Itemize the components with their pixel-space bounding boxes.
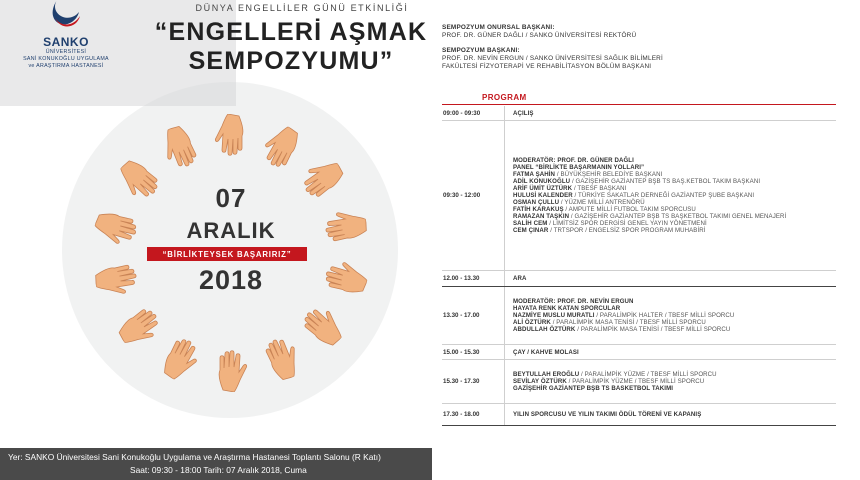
event-kicker: DÜNYA ENGELLİLER GÜNÜ ETKİNLİĞİ — [195, 3, 409, 13]
speaker-line — [513, 213, 836, 220]
program-content — [505, 121, 836, 270]
program-time: 12.00 - 13.30 — [443, 275, 480, 282]
honorary-chair-name: PROF. DR. GÜNER DAĞLI / SANKO ÜNİVERSİTESİ REKTÖRÜ — [442, 32, 637, 39]
speaker-name: BEYTULLAH EROĞLU — [513, 371, 580, 378]
event-title-line: SEMPOZYUMU” — [188, 47, 394, 75]
speaker-role: / GAZİŞEHİR GAZİANTEP BŞB TS BAŞ.KETBOL TAKIM BAŞKANI — [570, 178, 761, 185]
program-content — [505, 360, 836, 403]
speaker-line — [513, 171, 836, 178]
speaker-name: FATMA ŞAHİN — [513, 171, 556, 178]
speaker-line — [513, 178, 836, 185]
program-content — [505, 345, 836, 359]
speaker-role: / PARALİMPİK MASA TENİSİ / TBESF MİLLİ SPORCU — [575, 326, 731, 333]
speaker-role: / PARALİMPİK HALTER / TBESF MİLLİ SPORCU — [594, 312, 735, 319]
chair-name-line: FAKÜLTESİ FİZYOTERAPİ VE REHABİLİTASYON BÖLÜM BAŞKANI — [442, 63, 652, 70]
date-year: 2018 — [198, 265, 264, 295]
speaker-name: ABDULLAH ÖZTÜRK — [513, 326, 576, 333]
slogan-banner: “BİRLİKTEYSEK BAŞARIRIZ” — [147, 247, 307, 261]
speaker-name: NAZMİYE MUSLU MURATLI — [513, 312, 595, 319]
hand-icon — [155, 120, 204, 173]
program-time: 17.30 - 18.00 — [443, 411, 480, 418]
hand-icon — [322, 258, 371, 300]
program-item: MODERATÖR: PROF. DR. GÜNER DAĞLI — [513, 157, 634, 164]
speaker-line — [513, 378, 836, 385]
program-row — [442, 287, 836, 345]
chair-name-line: PROF. DR. NEVİN ERGUN / SANKO ÜNİVERSİTESİ SAĞLIK BİLİMLERİ — [442, 55, 663, 62]
hand-icon — [322, 205, 371, 247]
program-item: MODERATÖR: PROF. DR. NEVİN ERGUN — [513, 298, 634, 305]
program-item: ARA — [513, 275, 527, 282]
honorary-chair-label: SEMPOZYUM ONURSAL BAŞKANI: — [442, 24, 555, 31]
speaker-name: ADİL KONUKOĞLU — [513, 178, 571, 185]
hand-icon — [92, 205, 141, 247]
speaker-name: CEM ÇINAR — [513, 227, 549, 234]
honorary-chair-block — [442, 24, 636, 40]
program-item: AÇILIŞ — [513, 109, 534, 117]
speaker-role: / TÜRKİYE SAKATLAR DERNEĞİ GAZİANTEP ŞUBE BAŞKANI — [572, 192, 755, 199]
program-content — [505, 271, 836, 286]
program-time: 09:30 - 12:00 — [443, 192, 481, 199]
speaker-line — [513, 192, 836, 199]
program-divider — [442, 104, 836, 105]
speaker-name: ARİF ÜMİT ÜZTÜRK — [513, 185, 573, 192]
speaker-name: RAMAZAN TAŞKIN — [513, 213, 570, 220]
hand-icon — [155, 333, 204, 386]
speaker-line — [513, 206, 836, 213]
sanko-logo-mark-icon — [49, 0, 83, 30]
program-content — [505, 404, 836, 425]
speaker-role: / PARALİMPİK YÜZME / TBESF MİLLİ SPORCU — [566, 378, 705, 385]
venue-footer — [0, 448, 432, 480]
program-time: 15.30 - 17.30 — [443, 378, 480, 385]
program-time: 09:00 - 09:30 — [443, 109, 481, 117]
program-row — [442, 121, 836, 271]
program-item: PANEL “BİRLİKTE BAŞARMANIN YOLLARI” — [513, 164, 645, 171]
program-title: PROGRAM — [482, 93, 527, 102]
speaker-line — [513, 371, 836, 378]
program-content — [505, 287, 836, 344]
speaker-line — [513, 185, 836, 192]
speaker-role: / YÜZME MİLLİ ANTRENÖRÜ — [559, 199, 645, 206]
speaker-role: / TRTSPOR / ENGELSİZ SPOR PROGRAM MUHABİRİ — [548, 227, 706, 234]
speaker-name: SALİH CEM — [513, 220, 548, 227]
speaker-line — [513, 220, 836, 227]
speaker-line — [513, 199, 836, 206]
time-date-text: Saat: 09:30 - 18:00 Tarih: 07 Aralık 2018, Cuma — [130, 465, 307, 475]
speaker-role: / LİMİTSİZ SPOR DERGİSİ GENEL YAYIN YÖNETMENİ — [547, 220, 707, 227]
event-title-line: “ENGELLERİ AŞMAK — [154, 18, 428, 46]
speaker-name: OSMAN ÇULLU — [513, 199, 560, 206]
hand-icon — [258, 120, 307, 173]
speaker-line — [513, 319, 836, 326]
speaker-name: ALİ ÖZTÜRK — [513, 319, 551, 326]
date-day: 07 — [215, 183, 247, 213]
speaker-role: / AMPUTE MİLLİ FUTBOL TAKIM SPORCUSU — [563, 206, 696, 213]
program-time: 13.30 - 17.00 — [443, 312, 480, 319]
speaker-name: FATİH KARAKUŞ — [513, 206, 564, 213]
program-panel — [432, 0, 860, 480]
logo-sub-line: ve ARAŞTIRMA HASTANESİ — [28, 63, 104, 69]
hand-icon — [112, 300, 166, 353]
program-item: ÇAY / KAHVE MOLASI — [513, 348, 579, 356]
speaker-line — [513, 227, 836, 234]
speaker-line — [513, 326, 836, 333]
hand-icon — [296, 300, 350, 353]
program-row — [442, 271, 836, 287]
sanko-logo — [22, 0, 110, 70]
program-item: HAYATA RENK KATAN SPORCULAR — [513, 305, 621, 312]
speaker-name: HULUSİ KALENDER — [513, 192, 573, 199]
speaker-name: SEVİLAY ÖZTÜRK — [513, 378, 567, 385]
program-table — [442, 106, 836, 426]
program-item: YILIN SPORCUSU VE YILIN TAKIMI ÖDÜL TÖRENİ VE KAPANIŞ — [513, 411, 702, 418]
logo-sub-line: SANİ KONUKOĞLU UYGULAMA — [23, 56, 109, 62]
hand-icon — [258, 333, 307, 386]
chair-block — [442, 47, 663, 71]
hand-icon — [92, 258, 141, 300]
program-row — [442, 345, 836, 360]
program-time: 15.00 - 15.30 — [443, 348, 480, 356]
event-title — [150, 18, 432, 76]
program-row — [442, 404, 836, 426]
program-item: GAZİŞEHİR GAZİANTEP BŞB TS BASKETBOL TAKIMI — [513, 385, 674, 392]
speaker-role: / PARALİMPİK MASA TENİSİ / TBESF MİLLİ SPORCU — [550, 319, 706, 326]
speaker-role: / PARALİMPİK YÜZME / TBESF MİLLİ SPORCU — [579, 371, 717, 378]
program-row — [442, 106, 836, 121]
speaker-role: / TBESF BAŞKANI — [572, 185, 627, 192]
chair-label: SEMPOZYUM BAŞKANI: — [442, 47, 520, 54]
hand-icon — [214, 350, 248, 392]
speaker-line — [513, 312, 836, 319]
logo-wordmark: SANKO — [43, 35, 89, 49]
speaker-role: / GAZİŞEHİR GAZİANTEP BŞB TS BAŞKETBOL TAKIMI GENEL MENAJERİ — [569, 213, 787, 220]
program-row — [442, 360, 836, 404]
program-content — [505, 106, 836, 120]
speaker-role: / BÜYÜKŞEHİR BELEDİYE BAŞKANI — [555, 171, 663, 178]
hand-icon — [214, 114, 248, 156]
date-month: ARALIK — [186, 218, 276, 243]
logo-sub-line: ÜNİVERSİTESİ — [45, 49, 87, 55]
venue-text: Yer: SANKO Üniversitesi Sani Konukoğlu Uygulama ve Araştırma Hastanesi Toplantı Salonu (R Katı) — [8, 452, 381, 462]
